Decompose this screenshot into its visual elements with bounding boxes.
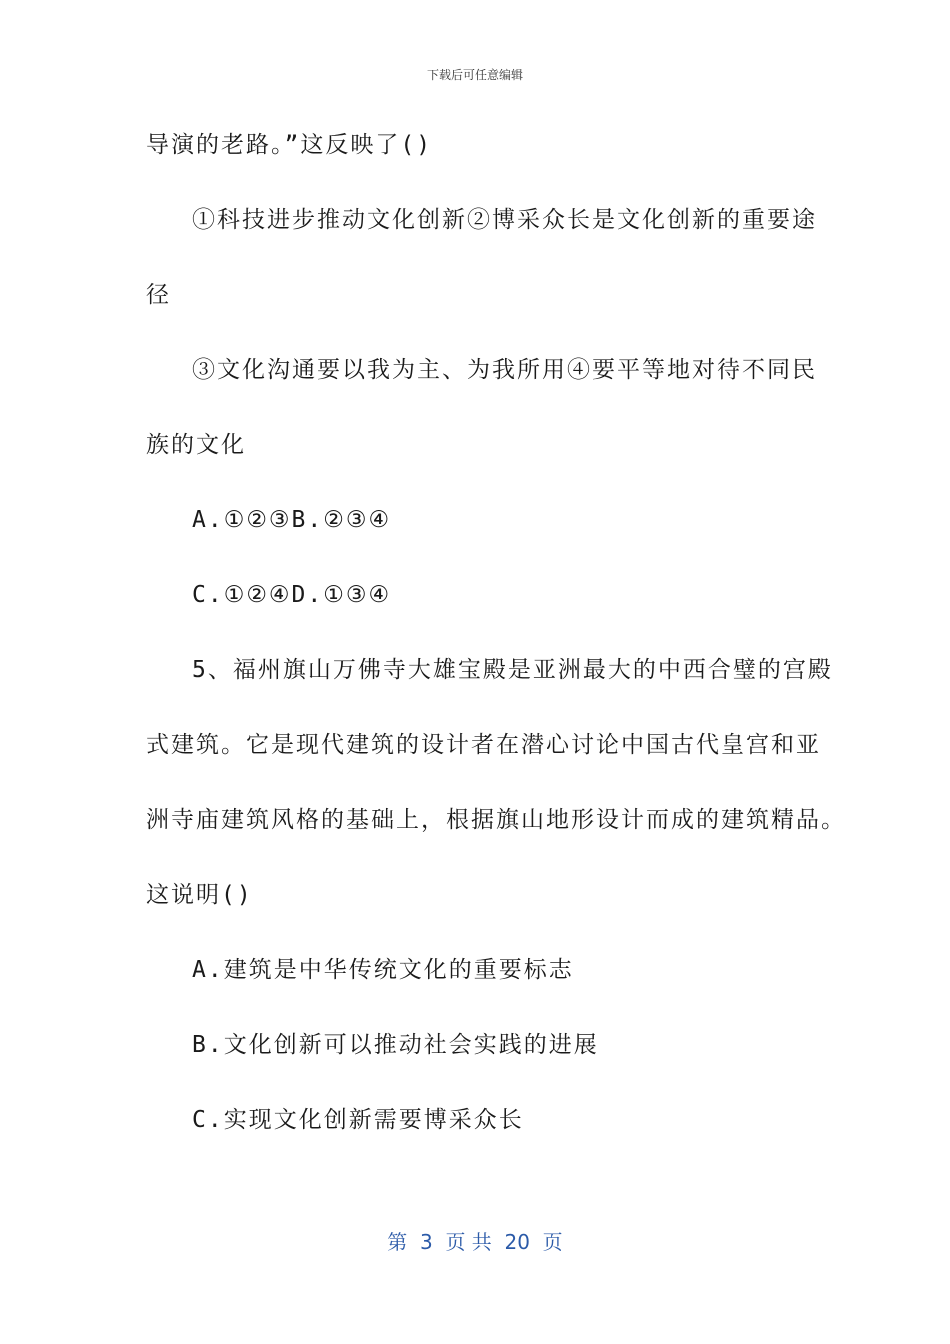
page-number-footer: 第 3 页 共 20 页 (387, 1230, 563, 1254)
answer-option-line: C.实现文化创新需要博采众长 (192, 1107, 524, 1133)
question-line: 5、福州旗山万佛寺大雄宝殿是亚洲最大的中西合璧的宫殿 (192, 657, 833, 683)
answer-option-line: B.文化创新可以推动社会实践的进展 (192, 1032, 599, 1058)
paragraph-line: 洲寺庙建筑风格的基础上，根据旗山地形设计而成的建筑精品。 (146, 807, 846, 833)
paragraph-line: ①科技进步推动文化创新②博采众长是文化创新的重要途 (192, 207, 817, 233)
paragraph-line: 径 (146, 282, 171, 308)
page-header-note: 下载后可任意编辑 (426, 68, 523, 82)
answer-option-line: C.①②④D.①③④ (192, 582, 392, 608)
paragraph-line: 这说明() (146, 882, 253, 908)
paragraph-line: 族的文化 (146, 432, 246, 458)
paragraph-line: 式建筑。它是现代建筑的设计者在潜心讨论中国古代皇宫和亚 (146, 732, 821, 758)
answer-option-line: A.①②③B.②③④ (192, 507, 392, 533)
paragraph-line: 导演的老路。”这反映了() (146, 132, 433, 158)
paragraph-line: ③文化沟通要以我为主、为我所用④要平等地对待不同民 (192, 357, 817, 383)
answer-option-line: A.建筑是中华传统文化的重要标志 (192, 957, 574, 983)
